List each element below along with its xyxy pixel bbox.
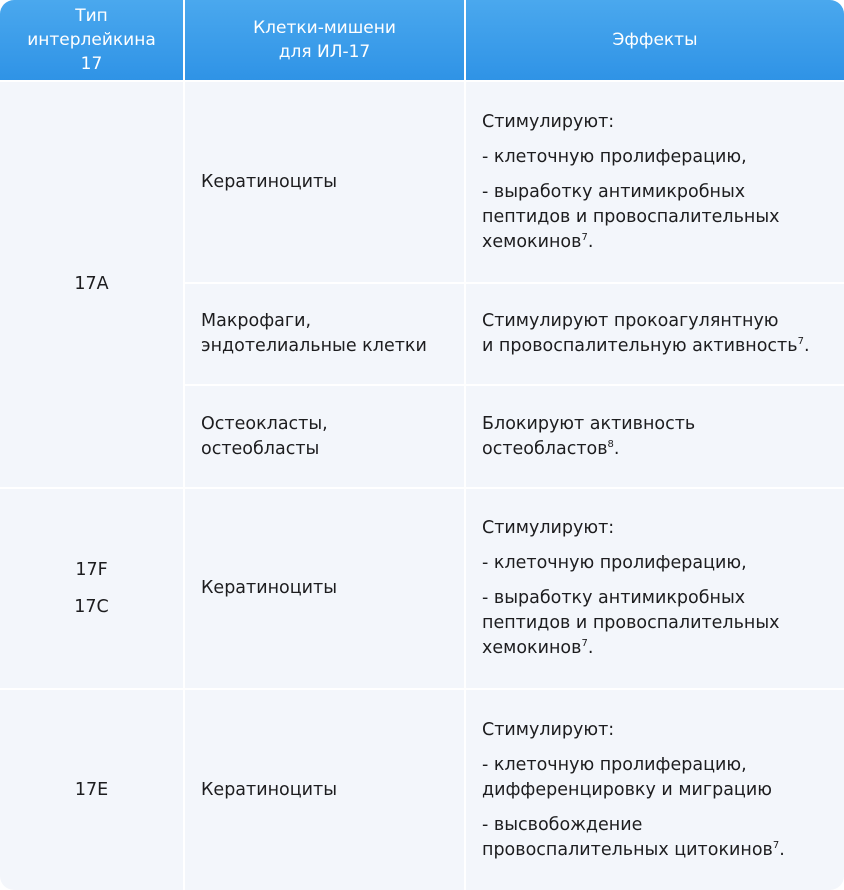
effects-cell: [466, 489, 844, 688]
type-cell-17e: [0, 690, 183, 890]
reference-marker: 7: [581, 231, 588, 243]
header-targets-label: Клетки-мишени для ИЛ-17: [253, 18, 396, 62]
effect-paragraph: Стимулируют:: [482, 719, 615, 740]
type-cell-17f-17c: [0, 489, 183, 688]
effects-cell: [466, 386, 844, 487]
type-label: 17C: [74, 596, 109, 617]
effect-paragraph: Стимулируют:: [482, 111, 615, 132]
targets-label: Макрофаги, эндотелиальные клетки: [201, 311, 427, 356]
effects-cell: [466, 82, 844, 282]
header-targets: [185, 0, 464, 80]
targets-cell: [185, 489, 464, 688]
targets-label: Остеокласты, остеобласты: [201, 413, 328, 459]
targets-label: Кератиноциты: [201, 779, 338, 800]
type-cell-17a: [0, 82, 183, 487]
effect-paragraph: - клеточную пролиферацию, дифференцировку и миграцию: [482, 754, 772, 800]
effect-paragraph: Блокируют активность остеобластов$^8$.: [482, 413, 696, 459]
effects-cell: [466, 690, 844, 890]
targets-cell: [185, 386, 464, 487]
type-label: 17A: [74, 274, 109, 294]
header-type: [0, 0, 183, 80]
effect-paragraph: - клеточную пролиферацию,: [482, 146, 747, 167]
effect-paragraph: - клеточную пролиферацию,: [482, 553, 747, 573]
reference-marker: 7: [797, 336, 804, 347]
header-effects-label: Эффекты: [612, 30, 698, 50]
targets-cell: [185, 284, 464, 384]
targets-label: Кератиноциты: [201, 171, 338, 192]
type-label: 17E: [74, 779, 109, 800]
header-effects: [466, 0, 844, 80]
effect-paragraph: - выработку антимикробных пептидов и провоспалительных хемокинов$^7$.: [482, 181, 780, 252]
targets-cell: [185, 82, 464, 282]
effect-paragraph: Стимулируют прокоагулянтную и провоспалительную активность$^7$.: [482, 311, 810, 356]
targets-cell: [185, 690, 464, 890]
reference-marker: 7: [772, 839, 780, 851]
effect-paragraph: - выработку антимикробных пептидов и провоспалительных хемокинов$^7$.: [482, 588, 780, 658]
reference-marker: 7: [581, 638, 588, 649]
effect-paragraph: Стимулируют:: [482, 518, 615, 538]
header-type-label: Тип интерлейкина 17: [27, 6, 156, 74]
type-label: 17F: [75, 559, 108, 580]
targets-label: Кератиноциты: [201, 578, 338, 598]
reference-marker: 8: [607, 438, 614, 450]
effect-paragraph: - высвобождение провоспалительных цитокинов$^7$.: [482, 814, 785, 860]
effects-cell: [466, 284, 844, 384]
